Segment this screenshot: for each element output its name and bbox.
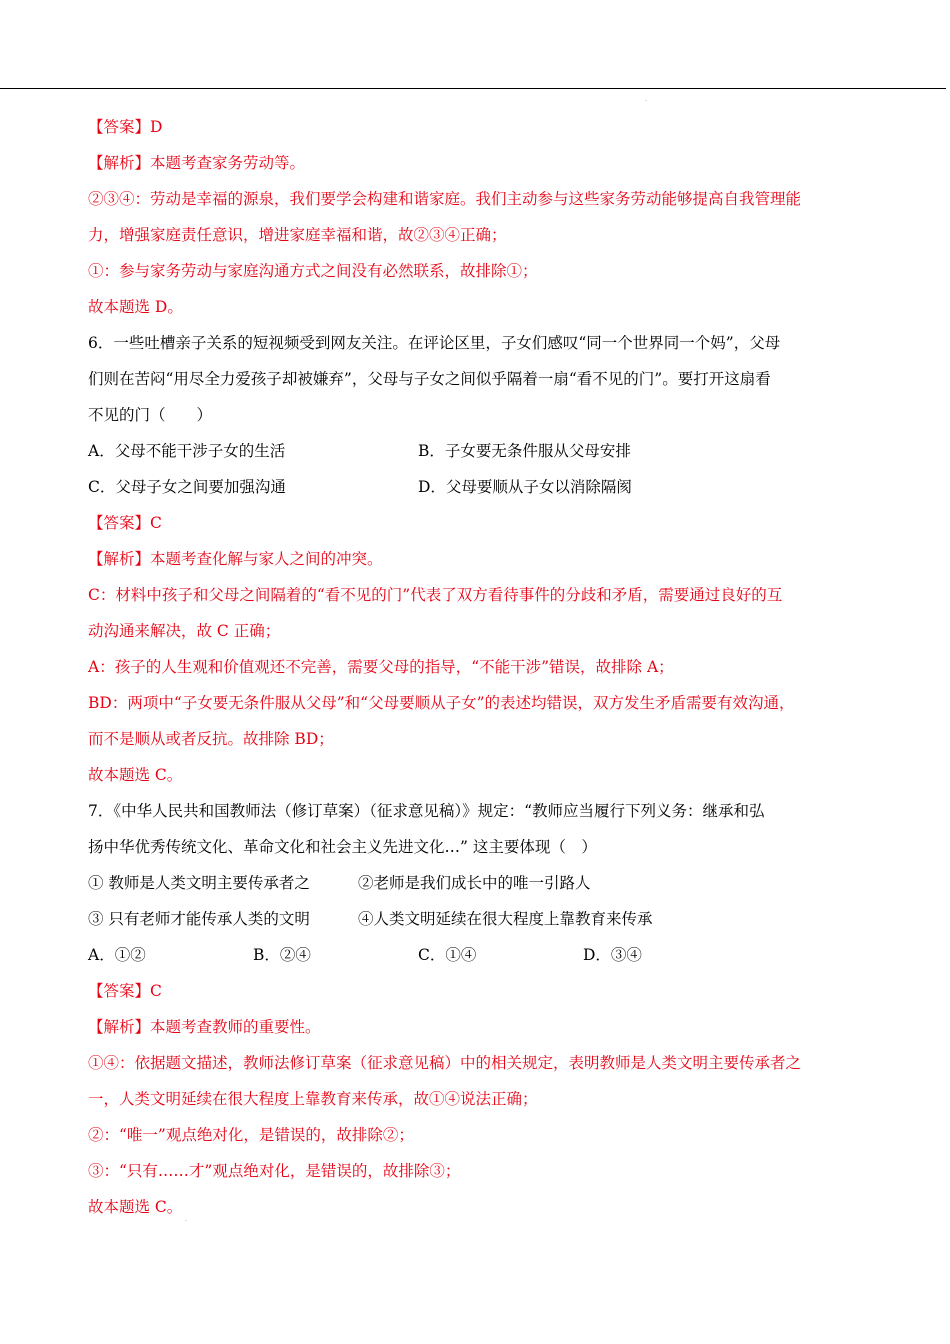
q6-options-row	[88, 472, 878, 508]
q6-analysis-line: A：孩子的人生观和价值观还不完善，需要父母的指导，“不能干涉”错误，故排除 A；	[88, 658, 674, 676]
q7-analysis-line: ③：“只有……才”观点绝对化，是错误的，故排除③；	[88, 1162, 461, 1180]
q6-option-c: C．父母子女之间要加强沟通	[88, 478, 286, 496]
q6-stem: 不见的门（ ）	[88, 406, 213, 424]
q7-analysis-line: 一，人类文明延续在很大程度上靠教育来传承，故①④说法正确；	[88, 1090, 538, 1108]
q6-option-d: D．父母要顺从子女以消除隔阂	[418, 478, 632, 496]
q7-statements-row	[88, 868, 878, 904]
q6-analysis-line: 而不是顺从或者反抗。故排除 BD；	[88, 730, 334, 748]
q7-analysis-line: ②：“唯一”观点绝对化，是错误的，故排除②；	[88, 1126, 414, 1144]
q7-option-c: C．①④	[418, 946, 477, 964]
q7-stem: 扬中华优秀传统文化、革命文化和社会主义先进文化…” 这主要体现（ ）	[88, 838, 597, 856]
q6-option-b: B．子女要无条件服从父母安排	[418, 442, 631, 460]
q5-analysis-line: 力，增强家庭责任意识，增进家庭幸福和谐，故②③④正确；	[88, 226, 507, 244]
q7-option-a: A．①②	[88, 946, 146, 964]
q7-answer: 【答案】C	[88, 982, 162, 1000]
q7-conclusion: 故本题选 C。	[88, 1198, 183, 1216]
header-dot: .	[645, 96, 647, 103]
q7-statement-3: ③ 只有老师才能传承人类的文明	[88, 910, 310, 928]
header-rule	[0, 88, 946, 89]
q5-analysis-line: ②③④：劳动是幸福的源泉，我们要学会构建和谐家庭。我们主动参与这些家务劳动能够提高自我管理能	[88, 190, 802, 208]
q6-options-row	[88, 436, 878, 472]
q6-option-a: A．父母不能干涉子女的生活	[88, 442, 286, 460]
q6-analysis-title: 【解析】本题考查化解与家人之间的冲突。	[88, 550, 383, 568]
q5-answer: 【答案】D	[88, 118, 163, 136]
q7-analysis-title: 【解析】本题考查教师的重要性。	[88, 1018, 321, 1036]
q7-analysis-line: ①④：依据题文描述，教师法修订草案（征求意见稿）中的相关规定，表明教师是人类文明主要传承者之	[88, 1054, 802, 1072]
q7-option-b: B．②④	[253, 946, 311, 964]
document-body	[88, 112, 878, 1228]
q6-conclusion: 故本题选 C。	[88, 766, 183, 784]
q6-analysis-line: BD：两项中“子女要无条件服从父母”和“父母要顺从子女”的表述均错误，双方发生矛盾需要有效沟通，	[88, 694, 795, 712]
q7-stem: 7．《中华人民共和国教师法（修订草案）（征求意见稿）》规定：“教师应当履行下列义务：继承和弘	[88, 802, 765, 820]
q6-analysis-line: C：材料中孩子和父母之间隔着的“看不见的门”代表了双方看待事件的分歧和矛盾，需要通过良好的互	[88, 586, 783, 604]
q6-analysis-line: 动沟通来解决，故 C 正确；	[88, 622, 281, 640]
q6-stem: 6．一些吐槽亲子关系的短视频受到网友关注。在评论区里，子女们感叹“同一个世界同一个妈”，父母	[88, 334, 781, 352]
q7-statement-4: ④人类文明延续在很大程度上靠教育来传承	[358, 910, 653, 928]
q5-analysis-title: 【解析】本题考查家务劳动等。	[88, 154, 306, 172]
q5-analysis-line: ①：参与家务劳动与家庭沟通方式之间没有必然联系，故排除①；	[88, 262, 538, 280]
q5-conclusion: 故本题选 D。	[88, 298, 183, 316]
q6-answer: 【答案】C	[88, 514, 162, 532]
q7-statement-1: ① 教师是人类文明主要传承者之	[88, 874, 310, 892]
q6-stem: 们则在苦闷“用尽全力爱孩子却被嫌弃”，父母与子女之间似乎隔着一扇“看不见的门”。要打开这扇看	[88, 370, 771, 388]
q7-option-d: D．③④	[583, 946, 642, 964]
q7-statements-row	[88, 904, 878, 940]
q7-options-row	[88, 940, 878, 976]
footer-dot: .	[185, 1216, 187, 1223]
q7-statement-2: ②老师是我们成长中的唯一引路人	[358, 874, 591, 892]
